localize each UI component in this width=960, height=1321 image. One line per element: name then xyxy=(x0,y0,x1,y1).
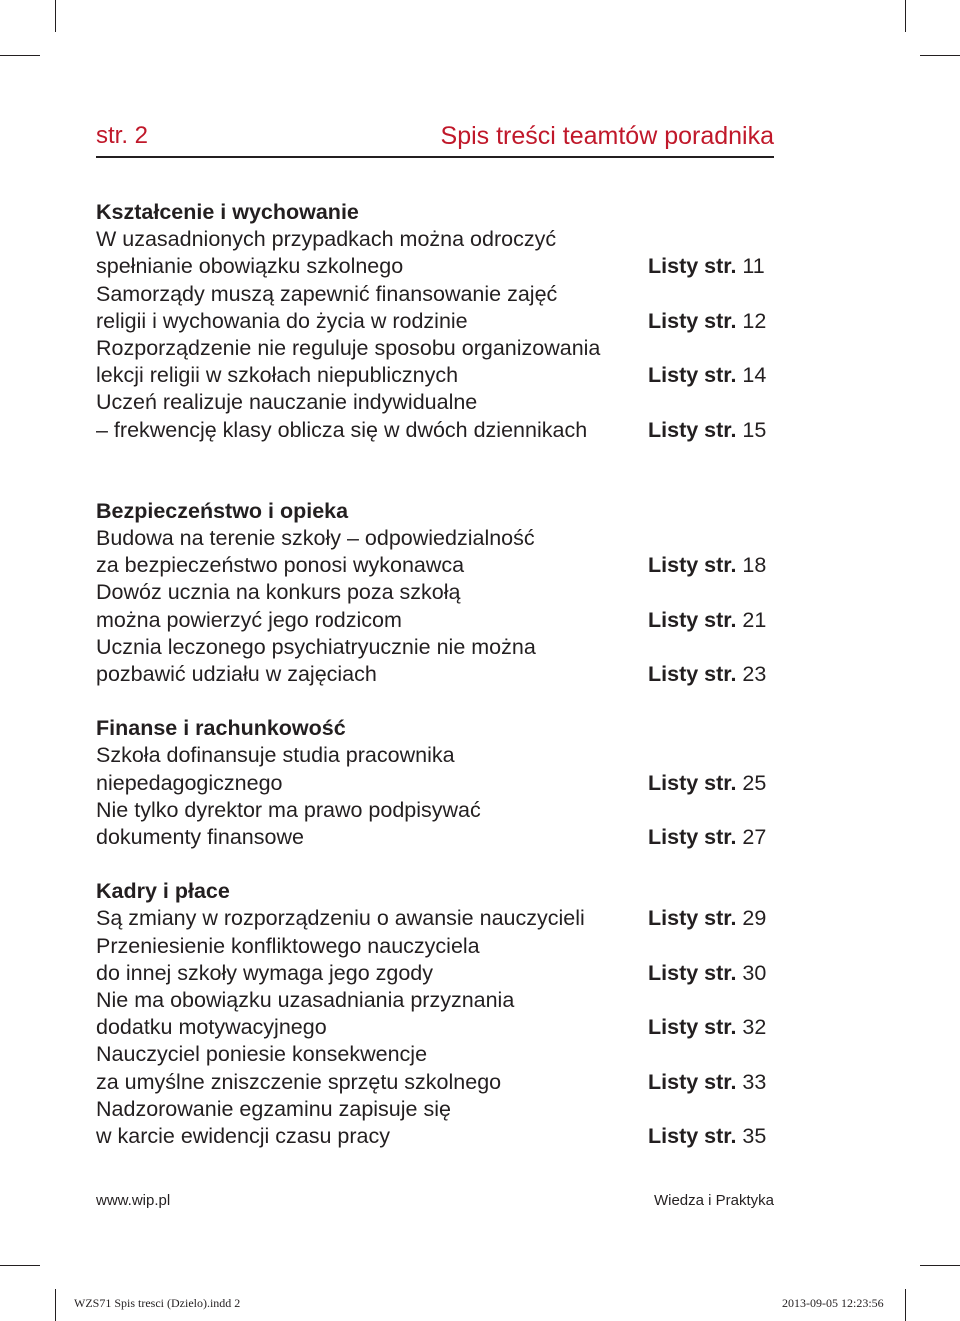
page-title: Spis treści teamtów poradnika xyxy=(440,122,774,150)
ref-page-number: 25 xyxy=(742,770,767,795)
slug-file: WZS71 Spis tresci (Dzielo).indd 2 xyxy=(74,1296,241,1310)
toc-entry-line xyxy=(96,987,760,1014)
crop-mark xyxy=(55,1289,56,1321)
toc-page-ref xyxy=(648,905,767,932)
toc-page-ref xyxy=(648,824,767,851)
toc-entry[interactable] xyxy=(96,226,765,280)
ref-page-number: 21 xyxy=(742,607,767,632)
toc-entry-text: do innej szkoły wymaga jego zgody xyxy=(96,960,434,985)
ref-label: Listy str. xyxy=(648,1069,737,1094)
toc-entry-text: religii i wychowania do życia w rodzinie xyxy=(96,308,468,333)
table-of-contents xyxy=(96,199,767,1150)
toc-entry-line xyxy=(96,1123,767,1150)
toc-entry-text: Budowa na terenie szkoły – odpowiedzialność xyxy=(96,526,535,551)
toc-entry[interactable] xyxy=(96,1096,767,1150)
toc-entry[interactable] xyxy=(96,579,767,633)
crop-mark xyxy=(920,55,960,56)
toc-section xyxy=(96,199,767,444)
toc-page-ref xyxy=(648,661,767,688)
ref-page-number: 35 xyxy=(742,1124,767,1149)
toc-entry-line xyxy=(96,905,767,932)
toc-section xyxy=(96,498,767,688)
toc-entry-text: Przeniesienie konfliktowego nauczyciela xyxy=(96,933,480,958)
toc-entry-line xyxy=(96,797,760,824)
toc-entry-text: Nauczyciel poniesie konsekwencje xyxy=(96,1042,428,1067)
toc-entry-text: Nie ma obowiązku uzasadniania przyznania xyxy=(96,988,515,1013)
ref-page-number: 29 xyxy=(742,906,767,931)
section-title: Kształcenie i wychowanie xyxy=(96,200,359,224)
toc-entry-text: można powierzyć jego rodzicom xyxy=(96,607,402,632)
toc-page-ref xyxy=(648,1014,767,1041)
toc-entry[interactable] xyxy=(96,987,767,1041)
toc-entry[interactable] xyxy=(96,1041,767,1095)
toc-entry-text: Nie tylko dyrektor ma prawo podpisywać xyxy=(96,797,481,822)
ref-page-number: 15 xyxy=(742,417,767,442)
toc-entry-line xyxy=(96,1014,767,1041)
toc-page-ref xyxy=(648,362,767,389)
crop-mark xyxy=(905,0,906,32)
toc-entry-line xyxy=(96,226,760,253)
toc-entry[interactable] xyxy=(96,281,767,335)
toc-entry-text: – frekwencję klasy oblicza się w dwóch dziennikach xyxy=(96,417,588,442)
toc-entry-line xyxy=(96,525,760,552)
toc-entry-line xyxy=(96,824,767,851)
toc-entry-line xyxy=(96,661,767,688)
toc-entry[interactable] xyxy=(96,797,767,851)
toc-entry-line xyxy=(96,579,760,606)
toc-entry-text: Nadzorowanie egzaminu zapisuje się xyxy=(96,1096,451,1121)
ref-label: Listy str. xyxy=(648,607,737,632)
toc-entry[interactable] xyxy=(96,335,767,389)
toc-entry-text: Są zmiany w rozporządzeniu o awansie nauczycieli xyxy=(96,906,585,931)
ref-page-number: 33 xyxy=(742,1069,767,1094)
toc-entry[interactable] xyxy=(96,742,767,796)
toc-entry-line xyxy=(96,253,765,280)
ref-label: Listy str. xyxy=(648,308,737,333)
ref-page-number: 27 xyxy=(742,825,767,850)
toc-entry[interactable] xyxy=(96,634,767,688)
toc-entry-line xyxy=(96,1096,760,1123)
toc-entry-line xyxy=(96,308,767,335)
toc-page-ref xyxy=(648,960,767,987)
ref-page-number: 32 xyxy=(742,1015,767,1040)
ref-page-number: 30 xyxy=(742,960,767,985)
section-title: Bezpieczeństwo i opieka xyxy=(96,498,349,523)
slug-timestamp: 2013-09-05 12:23:56 xyxy=(782,1296,884,1310)
toc-entry-line xyxy=(96,1041,760,1068)
crop-mark xyxy=(55,0,56,32)
toc-entry-text: Dowóz ucznia na konkurs poza szkołą xyxy=(96,580,461,605)
crop-mark xyxy=(0,1265,40,1266)
toc-entry-line xyxy=(96,933,760,960)
ref-label: Listy str. xyxy=(648,363,737,388)
toc-entry[interactable] xyxy=(96,905,767,932)
toc-entry-line xyxy=(96,335,760,362)
ref-label: Listy str. xyxy=(648,906,737,931)
section-title: Kadry i płace xyxy=(96,879,230,904)
toc-page-ref xyxy=(648,552,767,579)
toc-entry-text: w karcie ewidencji czasu pracy xyxy=(96,1124,390,1149)
toc-entry-text: pozbawić udziału w zajęciach xyxy=(96,662,377,687)
toc-entry-text: spełnianie obowiązku szkolnego xyxy=(96,254,404,279)
toc-entry-text: dodatku motywacyjnego xyxy=(96,1015,327,1040)
toc-entry-line xyxy=(96,634,760,661)
toc-section xyxy=(96,878,767,1150)
ref-label: Listy str. xyxy=(648,662,737,687)
toc-entry-text: W uzasadnionych przypadkach można odroczyć xyxy=(96,227,557,252)
toc-entry-text: Samorządy muszą zapewnić finansowanie zajęć xyxy=(96,281,558,306)
toc-entry[interactable] xyxy=(96,933,767,987)
page-header xyxy=(96,118,774,158)
toc-page-ref xyxy=(648,253,765,280)
toc-page-ref xyxy=(648,607,767,634)
ref-page-number: 11 xyxy=(742,254,765,279)
section-spacer xyxy=(96,444,760,498)
toc-page-ref xyxy=(648,770,767,797)
footer-website: www.wip.pl xyxy=(96,1192,171,1209)
ref-label: Listy str. xyxy=(648,1015,737,1040)
toc-entry-line xyxy=(96,362,767,389)
toc-entry-line xyxy=(96,417,767,444)
toc-entry-line xyxy=(96,281,760,308)
ref-label: Listy str. xyxy=(648,825,737,850)
toc-entry-text: za umyślne zniszczenie sprzętu szkolnego xyxy=(96,1069,502,1094)
section-spacer xyxy=(96,688,760,715)
toc-page-ref xyxy=(648,1123,767,1150)
toc-entry-text: Rozporządzenie nie reguluje sposobu organizowania xyxy=(96,336,601,361)
toc-entry-line xyxy=(96,389,760,416)
crop-mark xyxy=(920,1265,960,1266)
toc-entry-text: za bezpieczeństwo ponosi wykonawca xyxy=(96,553,465,578)
toc-page-ref xyxy=(648,308,767,335)
toc-entry-text: niepedagogicznego xyxy=(96,770,283,795)
toc-entry-line xyxy=(96,742,760,769)
toc-entry[interactable] xyxy=(96,525,767,579)
footer-publisher: Wiedza i Praktyka xyxy=(653,1192,774,1209)
toc-entry-text: Uczeń realizuje nauczanie indywidualne xyxy=(96,390,478,415)
toc-entry-text: dokumenty finansowe xyxy=(96,825,304,850)
toc-entry-line xyxy=(96,1069,767,1096)
toc-entry-line xyxy=(96,960,767,987)
ref-page-number: 12 xyxy=(742,308,767,333)
toc-page-ref xyxy=(648,417,767,444)
ref-page-number: 14 xyxy=(742,363,767,388)
toc-entry[interactable] xyxy=(96,389,767,443)
ref-label: Listy str. xyxy=(648,254,737,279)
section-spacer xyxy=(96,851,760,878)
ref-page-number: 18 xyxy=(742,553,767,578)
toc-page-ref xyxy=(648,1069,767,1096)
ref-label: Listy str. xyxy=(648,770,737,795)
toc-entry-text: Ucznia leczonego psychiatryucznie nie można xyxy=(96,634,536,659)
ref-page-number: 23 xyxy=(742,662,767,687)
ref-label: Listy str. xyxy=(648,417,737,442)
toc-entry-line xyxy=(96,607,767,634)
toc-entry-text: Szkoła dofinansuje studia pracownika xyxy=(96,743,455,768)
toc-entry-text: lekcji religii w szkołach niepublicznych xyxy=(96,363,459,388)
ref-label: Listy str. xyxy=(648,553,737,578)
header-rule xyxy=(96,156,774,158)
crop-mark xyxy=(905,1289,906,1321)
toc-section xyxy=(96,715,767,851)
ref-label: Listy str. xyxy=(648,1124,737,1149)
toc-entry-line xyxy=(96,770,767,797)
crop-mark xyxy=(0,55,40,56)
toc-entry-line xyxy=(96,552,767,579)
ref-label: Listy str. xyxy=(648,960,737,985)
page-number: str. 2 xyxy=(96,122,149,149)
section-title: Finanse i rachunkowość xyxy=(96,716,346,741)
